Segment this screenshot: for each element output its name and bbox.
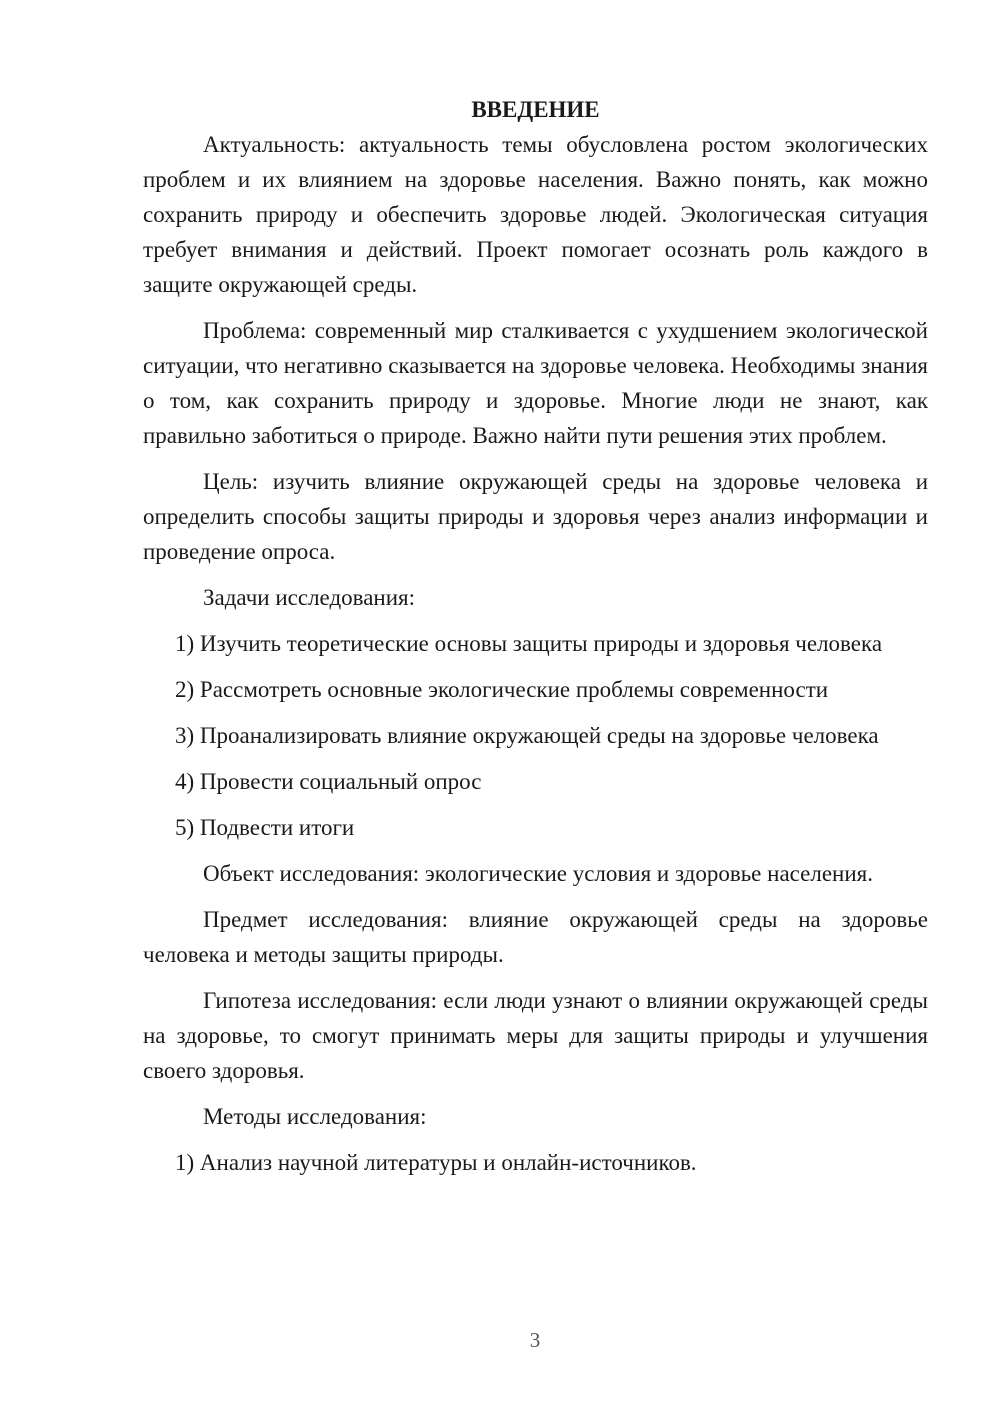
- document-page: [143, 92, 928, 1191]
- hypothesis-paragraph: Гипотеза исследования: если люди узнают о влиянии окружающей среды на здоровье, то смогут принимать меры для защиты природы и улучшения своего здоровья.: [143, 988, 928, 1083]
- task-item-5: 5) Подвести итоги: [175, 815, 355, 840]
- object-paragraph: Объект исследования: экологические условия и здоровье населения.: [203, 861, 873, 886]
- method-item-1: 1) Анализ научной литературы и онлайн-источников.: [175, 1150, 697, 1175]
- methods-heading: Методы исследования:: [203, 1104, 427, 1129]
- subject-paragraph: Предмет исследования: влияние окружающей среды на здоровье человека и методы защиты природы.: [143, 907, 928, 967]
- goal-paragraph: Цель: изучить влияние окружающей среды на здоровье человека и определить способы защиты природы и здоровья через анализ информации и проведение опроса.: [143, 469, 928, 564]
- section-heading: ВВЕДЕНИЕ: [471, 97, 600, 122]
- task-item-3: 3) Проанализировать влияние окружающей среды на здоровье человека: [175, 723, 879, 748]
- page-number: 3: [529, 1328, 541, 1352]
- task-item-1: 1) Изучить теоретические основы защиты природы и здоровья человека: [175, 631, 883, 656]
- task-item-4: 4) Провести социальный опрос: [175, 769, 482, 794]
- tasks-heading: Задачи исследования:: [203, 585, 416, 610]
- problem-paragraph: Проблема: современный мир сталкивается с ухудшением экологической ситуации, что негативно сказывается на здоровье человека. Необходимы знания о том, как сохранить природу и здоровье. Многие люди не знают, как правильно заботиться о природе. Важно найти пути решения этих проблем.: [143, 318, 928, 448]
- task-item-2: 2) Рассмотреть основные экологические проблемы современности: [175, 677, 829, 702]
- relevance-paragraph: Актуальность: актуальность темы обусловлена ростом экологических проблем и их влиянием на здоровье населения. Важно понять, как можно сохранить природу и обеспечить здоровье людей. Экологическая ситуация требует внимания и действий. Проект помогает осознать роль каждого в защите окружающей среды.: [143, 132, 928, 297]
